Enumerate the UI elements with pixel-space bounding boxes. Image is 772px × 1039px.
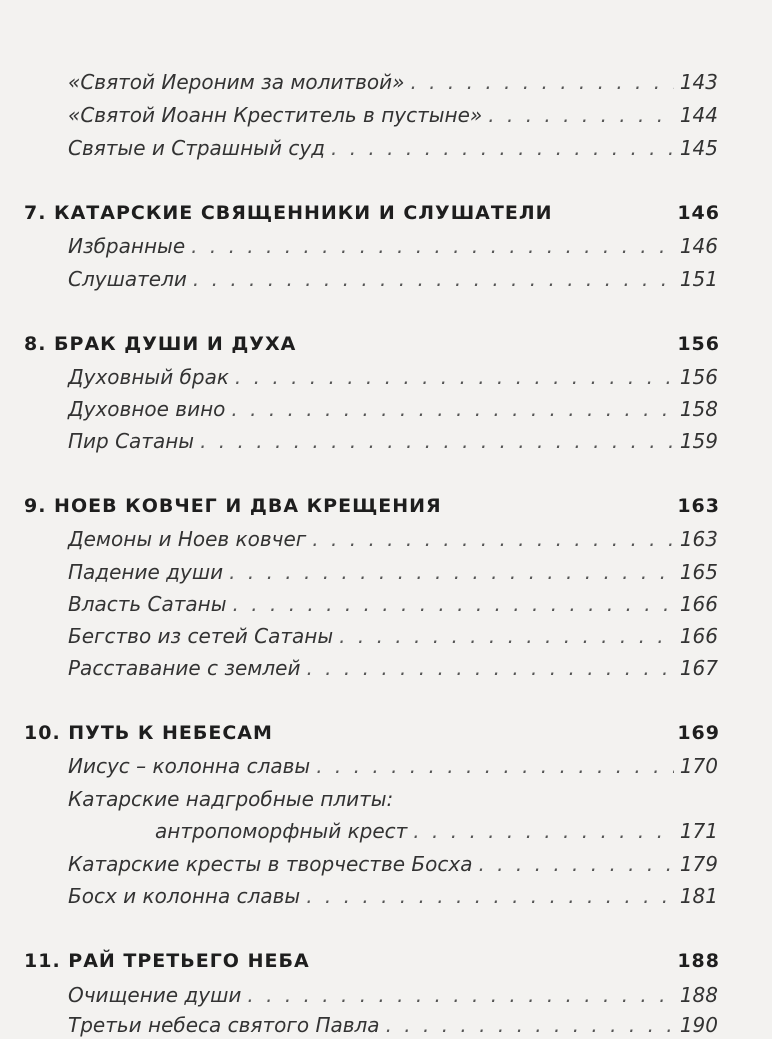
- dot-leader: [488, 103, 674, 127]
- entry-page: 179: [679, 852, 718, 876]
- chapter-page: 169: [677, 722, 720, 744]
- dot-leader: [233, 592, 674, 616]
- entry-page: 165: [679, 560, 718, 584]
- chapter-page: 188: [677, 950, 720, 972]
- dot-leader: [410, 70, 673, 94]
- entry-page: 171: [679, 819, 718, 843]
- dot-leader: [386, 1013, 674, 1037]
- entry-page: 190: [679, 1013, 718, 1037]
- toc-entry: [68, 527, 718, 551]
- chapter-heading: [24, 495, 720, 517]
- entry-title: Бегство из сетей Сатаны: [68, 624, 334, 648]
- entry-title: «Святой Иероним за молитвой»: [68, 70, 405, 94]
- chapter-page: 156: [677, 333, 720, 355]
- entry-page: 144: [679, 103, 718, 127]
- chapter-heading: [24, 202, 720, 224]
- chapter-heading: [24, 722, 720, 744]
- toc-entry: [68, 852, 718, 876]
- toc-entry: [68, 267, 718, 291]
- entry-title: Духовный брак: [68, 365, 229, 389]
- entry-page: 170: [679, 754, 718, 778]
- chapter-title: 7. КАТАРСКИЕ СВЯЩЕННИКИ И СЛУШАТЕЛИ: [24, 202, 553, 224]
- entry-title: Расставание с землей: [68, 656, 301, 680]
- chapter-title: 8. БРАК ДУШИ И ДУХА: [24, 333, 297, 355]
- entry-title: «Святой Иоанн Креститель в пустыне»: [68, 103, 483, 127]
- entry-title: Третьи небеса святого Павла: [68, 1013, 380, 1037]
- chapter-title: 9. НОЕВ КОВЧЕГ И ДВА КРЕЩЕНИЯ: [24, 495, 442, 517]
- chapter-page: 146: [677, 202, 720, 224]
- entry-title: Катарские кресты в творчестве Босха: [68, 852, 473, 876]
- entry-title: Иисус – колонна славы: [68, 754, 311, 778]
- entry-title: Слушатели: [68, 267, 187, 291]
- toc-entry: [68, 592, 718, 616]
- dot-leader: [231, 397, 673, 421]
- chapter-title: 11. РАЙ ТРЕТЬЕГО НЕБА: [24, 950, 310, 972]
- entry-title: Власть Сатаны: [68, 592, 227, 616]
- entry-title: Босх и колонна славы: [68, 884, 301, 908]
- toc-entry: [68, 397, 718, 421]
- entry-title: Очищение души: [68, 983, 242, 1007]
- toc-entry: [68, 754, 718, 778]
- entry-title: антропоморфный крест: [155, 819, 408, 843]
- toc-entry: [68, 983, 718, 1007]
- entry-page: 158: [679, 397, 718, 421]
- entry-title: Пир Сатаны: [68, 429, 195, 453]
- toc-entry: [68, 136, 718, 160]
- toc-entry: [68, 234, 718, 258]
- entry-page: 181: [679, 884, 718, 908]
- toc-entry: [68, 624, 718, 648]
- dot-leader: [316, 754, 674, 778]
- toc-entry: [68, 1013, 718, 1037]
- entry-page: 159: [679, 429, 718, 453]
- entry-page: 188: [679, 983, 718, 1007]
- entry-page: 163: [679, 527, 718, 551]
- dot-leader: [193, 267, 674, 291]
- chapter-heading: [24, 950, 720, 972]
- toc-entry: [155, 819, 718, 843]
- toc-entry: [68, 365, 718, 389]
- entry-page: 143: [679, 70, 718, 94]
- entry-title: Демоны и Ноев ковчег: [68, 527, 307, 551]
- entry-page: 166: [679, 624, 718, 648]
- entry-page: 166: [679, 592, 718, 616]
- toc-entry: [68, 70, 718, 94]
- toc-entry: [68, 884, 718, 908]
- dot-leader: [191, 234, 674, 258]
- dot-leader: [478, 852, 673, 876]
- entry-page: 151: [679, 267, 718, 291]
- entry-title: Избранные: [68, 234, 186, 258]
- dot-leader: [331, 136, 674, 160]
- chapter-title: 10. ПУТЬ К НЕБЕСАМ: [24, 722, 273, 744]
- entry-page: 146: [679, 234, 718, 258]
- toc-entry: [68, 656, 718, 680]
- entry-page: 145: [679, 136, 718, 160]
- dot-leader: [339, 624, 674, 648]
- dot-leader: [312, 527, 674, 551]
- entry-page: 156: [679, 365, 718, 389]
- dot-leader: [306, 884, 674, 908]
- chapter-heading: [24, 333, 720, 355]
- toc-entry-first-line: Катарские надгробные плиты:: [68, 787, 394, 811]
- toc-entry: [68, 429, 718, 453]
- chapter-page: 163: [677, 495, 720, 517]
- entry-title: Духовное вино: [68, 397, 226, 421]
- toc-entry: [68, 560, 718, 584]
- entry-page: 167: [679, 656, 718, 680]
- dot-leader: [229, 560, 674, 584]
- entry-title: Святые и Страшный суд: [68, 136, 325, 160]
- toc-entry: [68, 103, 718, 127]
- dot-leader: [200, 429, 674, 453]
- dot-leader: [413, 819, 674, 843]
- dot-leader: [306, 656, 673, 680]
- dot-leader: [235, 365, 674, 389]
- dot-leader: [247, 983, 673, 1007]
- entry-title: Падение души: [68, 560, 224, 584]
